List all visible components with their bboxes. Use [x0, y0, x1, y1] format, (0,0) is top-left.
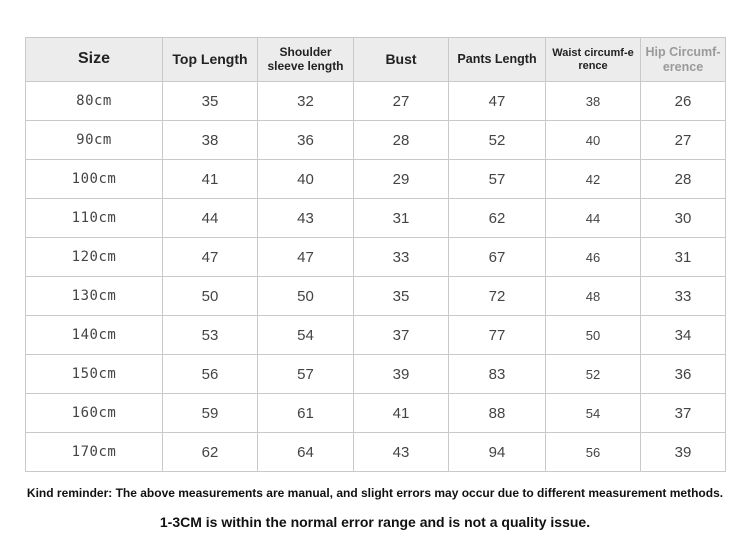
cell-top-length: 47	[163, 238, 258, 277]
table-row	[26, 82, 726, 121]
cell-bust: 28	[354, 121, 449, 160]
cell-top-length: 35	[163, 82, 258, 121]
cell-top-length: 50	[163, 277, 258, 316]
cell-hip-circumference: 36	[641, 355, 726, 394]
cell-bust: 33	[354, 238, 449, 277]
cell-size: 80cm	[26, 82, 163, 121]
header-waist-circumference	[546, 38, 641, 82]
cell-hip-circumference: 37	[641, 394, 726, 433]
table-row	[26, 355, 726, 394]
cell-shoulder-sleeve-length: 40	[258, 160, 354, 199]
cell-pants-length: 83	[449, 355, 546, 394]
header-shoulder-sleeve-length	[258, 38, 354, 82]
cell-size: 150cm	[26, 355, 163, 394]
cell-size: 100cm	[26, 160, 163, 199]
table-row	[26, 160, 726, 199]
cell-waist-circumference: 46	[546, 238, 641, 277]
cell-top-length: 62	[163, 433, 258, 472]
measurement-reminder: Kind reminder: The above measurements are manual, and slight errors may occur due to different measurement methods.	[26, 486, 724, 500]
cell-waist-circumference: 50	[546, 316, 641, 355]
cell-pants-length: 94	[449, 433, 546, 472]
header-top-length: Top Length	[163, 38, 258, 82]
size-table	[25, 37, 726, 472]
table-row	[26, 238, 726, 277]
cell-top-length: 59	[163, 394, 258, 433]
cell-bust: 37	[354, 316, 449, 355]
cell-size: 110cm	[26, 199, 163, 238]
header-bust: Bust	[354, 38, 449, 82]
cell-waist-circumference: 38	[546, 82, 641, 121]
cell-hip-circumference: 34	[641, 316, 726, 355]
table-row	[26, 199, 726, 238]
header-size: Size	[26, 38, 163, 82]
cell-pants-length: 52	[449, 121, 546, 160]
cell-bust: 43	[354, 433, 449, 472]
cell-size: 160cm	[26, 394, 163, 433]
cell-pants-length: 67	[449, 238, 546, 277]
cell-shoulder-sleeve-length: 43	[258, 199, 354, 238]
header-hip-circumference	[641, 38, 726, 82]
cell-waist-circumference: 44	[546, 199, 641, 238]
cell-bust: 27	[354, 82, 449, 121]
cell-shoulder-sleeve-length: 61	[258, 394, 354, 433]
table-row	[26, 394, 726, 433]
cell-shoulder-sleeve-length: 54	[258, 316, 354, 355]
cell-pants-length: 62	[449, 199, 546, 238]
cell-hip-circumference: 39	[641, 433, 726, 472]
cell-shoulder-sleeve-length: 64	[258, 433, 354, 472]
cell-waist-circumference: 52	[546, 355, 641, 394]
cell-hip-circumference: 30	[641, 199, 726, 238]
cell-bust: 41	[354, 394, 449, 433]
cell-top-length: 44	[163, 199, 258, 238]
cell-pants-length: 72	[449, 277, 546, 316]
cell-pants-length: 77	[449, 316, 546, 355]
header-shoulder-sleeve-length-label: Shoulder sleeve length	[267, 44, 344, 73]
cell-waist-circumference: 42	[546, 160, 641, 199]
error-range-note: 1-3CM is within the normal error range and is not a quality issue.	[159, 514, 591, 530]
cell-bust: 29	[354, 160, 449, 199]
cell-top-length: 56	[163, 355, 258, 394]
size-table-body	[26, 82, 726, 472]
cell-bust: 31	[354, 199, 449, 238]
cell-pants-length: 57	[449, 160, 546, 199]
cell-shoulder-sleeve-length: 36	[258, 121, 354, 160]
cell-hip-circumference: 26	[641, 82, 726, 121]
cell-top-length: 38	[163, 121, 258, 160]
header-hip-circumference-label: Hip Circumf-erence	[645, 45, 721, 74]
cell-size: 120cm	[26, 238, 163, 277]
cell-size: 90cm	[26, 121, 163, 160]
cell-size: 140cm	[26, 316, 163, 355]
table-row	[26, 277, 726, 316]
cell-hip-circumference: 27	[641, 121, 726, 160]
cell-hip-circumference: 28	[641, 160, 726, 199]
cell-size: 170cm	[26, 433, 163, 472]
cell-waist-circumference: 48	[546, 277, 641, 316]
header-pants-length: Pants Length	[449, 38, 546, 82]
cell-shoulder-sleeve-length: 47	[258, 238, 354, 277]
header-waist-circumference-label: Waist circumf-erence	[552, 46, 634, 72]
cell-hip-circumference: 33	[641, 277, 726, 316]
cell-top-length: 53	[163, 316, 258, 355]
cell-hip-circumference: 31	[641, 238, 726, 277]
cell-bust: 35	[354, 277, 449, 316]
cell-waist-circumference: 56	[546, 433, 641, 472]
cell-pants-length: 88	[449, 394, 546, 433]
table-row	[26, 316, 726, 355]
cell-waist-circumference: 54	[546, 394, 641, 433]
table-row	[26, 433, 726, 472]
cell-shoulder-sleeve-length: 50	[258, 277, 354, 316]
header-row	[26, 38, 726, 82]
cell-bust: 39	[354, 355, 449, 394]
cell-shoulder-sleeve-length: 57	[258, 355, 354, 394]
size-chart	[25, 37, 725, 472]
cell-top-length: 41	[163, 160, 258, 199]
cell-pants-length: 47	[449, 82, 546, 121]
table-row	[26, 121, 726, 160]
cell-size: 130cm	[26, 277, 163, 316]
cell-waist-circumference: 40	[546, 121, 641, 160]
cell-shoulder-sleeve-length: 32	[258, 82, 354, 121]
